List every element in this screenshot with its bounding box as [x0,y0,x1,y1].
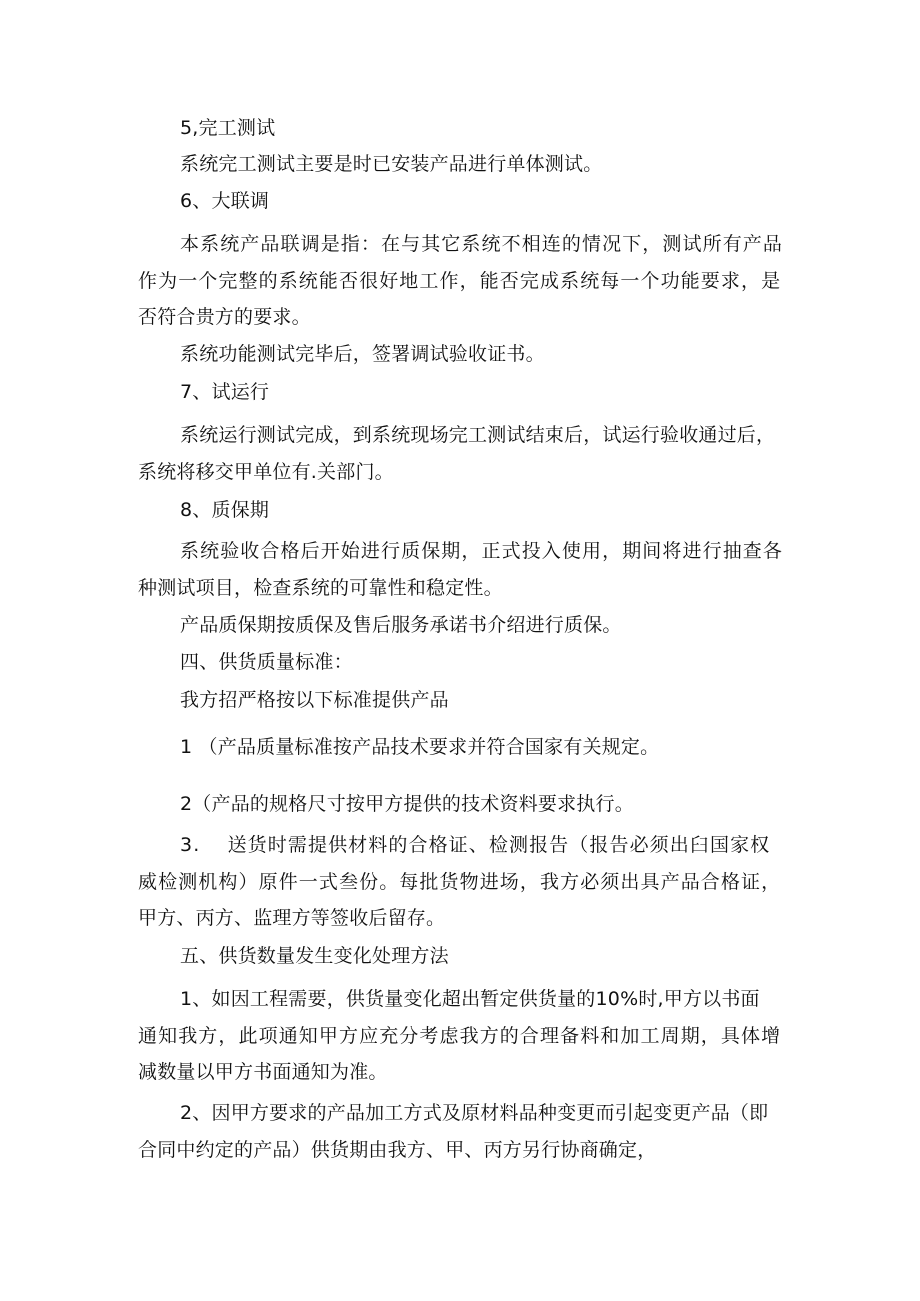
paragraph-line: 1、如因工程需要，供货量变化超出暂定供货量的10%时,甲方以书面 [180,988,760,1010]
section-heading-joint-debugging: 6、大联调 [180,190,270,212]
paragraph-line: 作为一个完整的系统能否很好地工作，能否完成系统每一个功能要求，是 [138,270,782,292]
paragraph-line: 减数量以甲方书面通知为准。 [138,1061,388,1083]
paragraph-line: 系统运行测试完成，到系统现场完工测试结束后，试运行验收通过后， [180,424,776,446]
paragraph-line: 合同中约定的产品）供货期由我方、甲、丙方另行协商确定， [138,1139,657,1161]
section-heading-quantity-change: 五、供货数量发生变化处理方法 [180,945,449,967]
paragraph-line: 系统功能测试完毕后，签署调试验收证书。 [180,343,545,365]
paragraph-line: 否符合贵方的要求。 [138,306,311,328]
paragraph-line: 2（产品的规格尺寸按甲方提供的技术资料要求执行。 [180,793,634,815]
paragraph-line: 系统验收合格后开始进行质保期，正式投入使用，期间将进行抽查各 [180,540,784,562]
section-heading-trial-run: 7、试运行 [180,381,270,403]
section-heading-quality-standard: 四、供货质量标准： [180,651,353,673]
paragraph-line: 2、因甲方要求的产品加工方式及原材料品种变更而引起变更产品（即 [180,1102,769,1124]
paragraph-line: 系统将移交甲单位有.关部门。 [138,461,394,483]
paragraph-line: 我方招严格按以下标准提供产品 [180,689,449,711]
paragraph-line: 系统完工测试主要是时已安装产品进行单体测试。 [180,153,603,175]
paragraph-line: 通知我方，此项通知甲方应充分考虑我方的合理备料和加工周期，具体增 [138,1025,782,1047]
paragraph-line: 甲方、丙方、监理方等签收后留存。 [138,907,446,929]
section-heading-warranty: 8、质保期 [180,499,270,521]
paragraph-line: 威检测机构）原件一式叁份。每批货物进场，我方必须出具产品合格证， [138,871,782,893]
paragraph-line: 种测试项目，检查系统的可靠性和稳定性。 [138,577,503,599]
section-heading-completion-test: 5,完工测试 [180,117,276,139]
paragraph-line: 本系统产品联调是指：在与其它系统不相连的情况下，测试所有产品 [180,233,784,255]
paragraph-line: 3. 送货时需提供材料的合格证、检测报告（报告必须出臼国家权 [180,834,771,856]
paragraph-line: 产品质保期按质保及售后服务承诺书介绍进行质保。 [180,614,622,636]
paragraph-line: 1 （产品质量标准按产品技术要求并符合国家有关规定。 [180,736,660,758]
